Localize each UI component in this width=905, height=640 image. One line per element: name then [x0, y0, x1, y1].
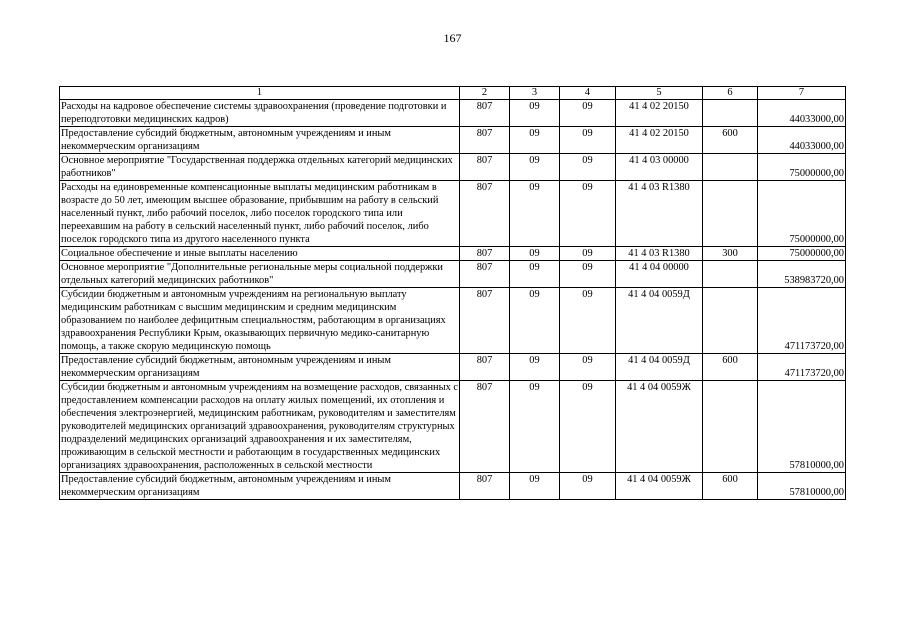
section-code-cell: 09 — [510, 288, 560, 354]
admin-code-cell: 807 — [460, 100, 510, 127]
subsection-code-cell: 09 — [560, 288, 616, 354]
table-row — [60, 261, 846, 288]
row-name-cell: Расходы на единовременные компенсационные выплаты медицинским работникам в возрасте до 50 лет, имеющим высшее образование, прибывшим на работу в сельский населенный пункт, либо рабочий поселок, либо поселок городского типа или переехавшим на работу в сельский населенный пункт, либо рабочий поселок, либо поселок городского типа из другого населенного пункта — [60, 181, 460, 247]
amount-cell: 75000000,00 — [758, 247, 846, 261]
header-cell: 5 — [616, 87, 703, 100]
row-name-cell: Основное мероприятие "Государственная поддержка отдельных категорий медицинских работников" — [60, 154, 460, 181]
amount-cell: 471173720,00 — [758, 354, 846, 381]
admin-code-cell: 807 — [460, 247, 510, 261]
header-cell: 6 — [703, 87, 758, 100]
table-row — [60, 288, 846, 354]
table-row — [60, 354, 846, 381]
amount-cell: 538983720,00 — [758, 261, 846, 288]
admin-code-cell: 807 — [460, 473, 510, 500]
header-cell: 7 — [758, 87, 846, 100]
subsection-code-cell: 09 — [560, 247, 616, 261]
section-code-cell: 09 — [510, 181, 560, 247]
table-row — [60, 247, 846, 261]
header-cell: 1 — [60, 87, 460, 100]
table-row — [60, 154, 846, 181]
target-article-cell: 41 4 04 0059Д — [616, 288, 703, 354]
expense-type-cell — [703, 288, 758, 354]
target-article-cell: 41 4 04 0059Ж — [616, 473, 703, 500]
section-code-cell: 09 — [510, 100, 560, 127]
admin-code-cell: 807 — [460, 181, 510, 247]
target-article-cell: 41 4 04 00000 — [616, 261, 703, 288]
row-name-cell: Основное мероприятие "Дополнительные региональные меры социальной поддержки отдельных категорий медицинских работников" — [60, 261, 460, 288]
expense-type-cell — [703, 181, 758, 247]
table-row — [60, 181, 846, 247]
admin-code-cell: 807 — [460, 381, 510, 473]
page-number: 167 — [443, 31, 462, 45]
section-code-cell: 09 — [510, 354, 560, 381]
header-cell: 3 — [510, 87, 560, 100]
expense-type-cell — [703, 154, 758, 181]
target-article-cell: 41 4 04 0059Д — [616, 354, 703, 381]
subsection-code-cell: 09 — [560, 473, 616, 500]
section-code-cell: 09 — [510, 127, 560, 154]
subsection-code-cell: 09 — [560, 127, 616, 154]
amount-cell: 75000000,00 — [758, 154, 846, 181]
expense-type-cell: 300 — [703, 247, 758, 261]
target-article-cell: 41 4 02 20150 — [616, 100, 703, 127]
target-article-cell: 41 4 03 00000 — [616, 154, 703, 181]
budget-table — [59, 86, 846, 500]
amount-cell: 44033000,00 — [758, 100, 846, 127]
section-code-cell: 09 — [510, 381, 560, 473]
admin-code-cell: 807 — [460, 354, 510, 381]
admin-code-cell: 807 — [460, 127, 510, 154]
amount-cell: 57810000,00 — [758, 381, 846, 473]
subsection-code-cell: 09 — [560, 354, 616, 381]
row-name-cell: Предоставление субсидий бюджетным, автономным учреждениям и иным некоммерческим организациям — [60, 127, 460, 154]
expense-type-cell — [703, 100, 758, 127]
target-article-cell: 41 4 03 R1380 — [616, 247, 703, 261]
subsection-code-cell: 09 — [560, 381, 616, 473]
row-name-cell: Субсидии бюджетным и автономным учреждениям на возмещение расходов, связанных с предоставлением компенсации расходов на оплату жилых помещений, их отопления и обеспечения электроэнергией, медицинским работникам, руководителям и заместителям руководителей медицинских организаций здравоохранения, руководителям структурных подразделений медицинских организаций здравоохранения и их заместителям, проживающим в сельской местности и работающим в государственных медицинских организациях здравоохранения, расположенных в сельской местности — [61, 382, 458, 471]
row-name-cell: Предоставление субсидий бюджетным, автономным учреждениям и иным некоммерческим организациям — [60, 473, 460, 500]
amount-cell: 44033000,00 — [758, 127, 846, 154]
expense-type-cell — [703, 381, 758, 473]
expense-type-cell: 600 — [703, 354, 758, 381]
header-cell: 4 — [560, 87, 616, 100]
header-cell: 2 — [460, 87, 510, 100]
amount-cell: 57810000,00 — [758, 473, 846, 500]
row-name-cell: Социальное обеспечение и иные выплаты населению — [60, 247, 460, 261]
subsection-code-cell: 09 — [560, 100, 616, 127]
table-row — [60, 100, 846, 127]
expense-type-cell — [703, 261, 758, 288]
row-name-cell: Расходы на кадровое обеспечение системы здравоохранения (проведение подготовки и переподготовки медицинских кадров) — [60, 100, 460, 127]
table-row — [60, 381, 846, 473]
admin-code-cell: 807 — [460, 288, 510, 354]
subsection-code-cell: 09 — [560, 154, 616, 181]
table-row — [60, 127, 846, 154]
row-name-cell: Субсидии бюджетным и автономным учреждениям на региональную выплату медицинским работникам с высшим медицинским и средним медицинским образованием по наиболее дефицитным специальностям, работающим в организациях здравоохранения Республики Крым, оказывающих первичную медико-санитарную помощь, а также скорую медицинскую помощь — [60, 288, 460, 354]
target-article-cell: 41 4 02 20150 — [616, 127, 703, 154]
target-article-cell: 41 4 03 R1380 — [616, 181, 703, 247]
row-name-cell: Предоставление субсидий бюджетным, автономным учреждениям и иным некоммерческим организациям — [60, 354, 460, 381]
amount-cell: 75000000,00 — [758, 181, 846, 247]
section-code-cell: 09 — [510, 247, 560, 261]
section-code-cell: 09 — [510, 261, 560, 288]
subsection-code-cell: 09 — [560, 261, 616, 288]
admin-code-cell: 807 — [460, 261, 510, 288]
section-code-cell: 09 — [510, 154, 560, 181]
expense-type-cell: 600 — [703, 473, 758, 500]
table-row — [60, 473, 846, 500]
subsection-code-cell: 09 — [560, 181, 616, 247]
table-header-row — [60, 87, 846, 100]
admin-code-cell: 807 — [460, 154, 510, 181]
amount-cell: 471173720,00 — [758, 288, 846, 354]
target-article-cell: 41 4 04 0059Ж — [616, 381, 703, 473]
expense-type-cell: 600 — [703, 127, 758, 154]
section-code-cell: 09 — [510, 473, 560, 500]
